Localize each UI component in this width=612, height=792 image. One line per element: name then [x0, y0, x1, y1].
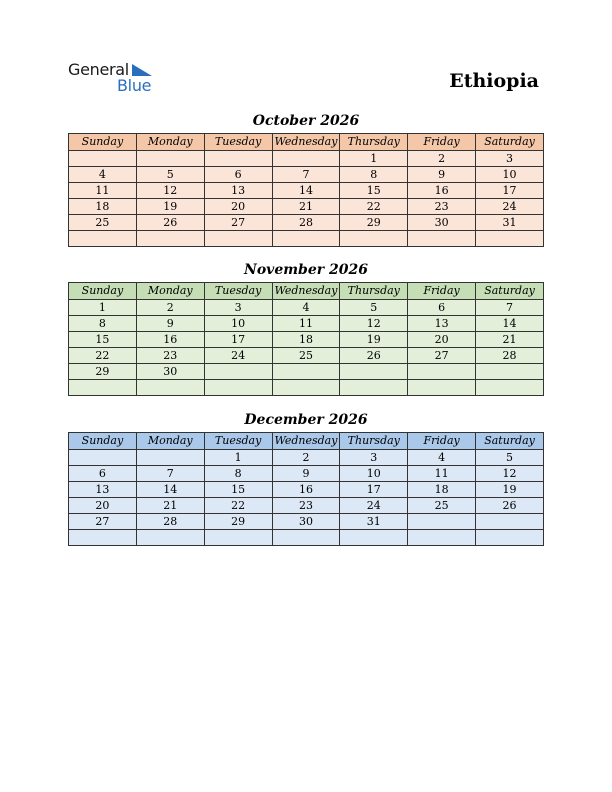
- day-cell: [408, 231, 476, 247]
- month-title-october: October 2026: [252, 113, 360, 129]
- week-row: [69, 530, 544, 546]
- day-cell: 5: [340, 300, 408, 316]
- week-row: [69, 332, 544, 348]
- weekday-header-row: [69, 433, 544, 450]
- day-cell: [136, 380, 204, 396]
- day-cell: 16: [136, 332, 204, 348]
- day-cell: [476, 530, 544, 546]
- day-cell: [69, 450, 137, 466]
- day-cell: [204, 231, 272, 247]
- day-cell: 1: [69, 300, 137, 316]
- day-cell: 21: [476, 332, 544, 348]
- day-cell: 5: [136, 167, 204, 183]
- weekday-label: Monday: [136, 283, 204, 300]
- day-cell: 21: [136, 498, 204, 514]
- day-cell: 9: [272, 466, 340, 482]
- day-cell: 8: [204, 466, 272, 482]
- day-cell: 3: [204, 300, 272, 316]
- day-cell: 16: [408, 183, 476, 199]
- day-cell: 20: [408, 332, 476, 348]
- day-cell: 28: [476, 348, 544, 364]
- day-cell: 30: [272, 514, 340, 530]
- day-cell: 23: [408, 199, 476, 215]
- week-row: [69, 348, 544, 364]
- day-cell: [204, 530, 272, 546]
- weekday-label: Thursday: [340, 283, 408, 300]
- calendar-october: [68, 133, 544, 247]
- weekday-label: Friday: [408, 433, 476, 450]
- day-cell: 19: [476, 482, 544, 498]
- day-cell: 7: [476, 300, 544, 316]
- day-cell: 10: [476, 167, 544, 183]
- weekday-label: Sunday: [69, 433, 137, 450]
- weekday-label: Wednesday: [272, 283, 340, 300]
- day-cell: 19: [340, 332, 408, 348]
- day-cell: 8: [340, 167, 408, 183]
- day-cell: [408, 380, 476, 396]
- day-cell: [136, 231, 204, 247]
- day-cell: [69, 151, 137, 167]
- day-cell: 30: [408, 215, 476, 231]
- day-cell: 10: [204, 316, 272, 332]
- day-cell: 31: [476, 215, 544, 231]
- week-row: [69, 380, 544, 396]
- day-cell: 9: [136, 316, 204, 332]
- day-cell: [272, 231, 340, 247]
- day-cell: 1: [204, 450, 272, 466]
- day-cell: 23: [136, 348, 204, 364]
- day-cell: [408, 514, 476, 530]
- week-row: [69, 466, 544, 482]
- day-cell: [69, 380, 137, 396]
- day-cell: 2: [136, 300, 204, 316]
- day-cell: 4: [272, 300, 340, 316]
- day-cell: 24: [340, 498, 408, 514]
- day-cell: 10: [340, 466, 408, 482]
- day-cell: 18: [272, 332, 340, 348]
- day-cell: 17: [476, 183, 544, 199]
- day-cell: 5: [476, 450, 544, 466]
- weekday-label: Monday: [136, 134, 204, 151]
- day-cell: 18: [69, 199, 137, 215]
- day-cell: [204, 151, 272, 167]
- day-cell: 17: [204, 332, 272, 348]
- month-title-december: December 2026: [244, 412, 368, 428]
- weekday-label: Tuesday: [204, 283, 272, 300]
- day-cell: 6: [204, 167, 272, 183]
- day-cell: 27: [69, 514, 137, 530]
- day-cell: 11: [408, 466, 476, 482]
- day-cell: 23: [272, 498, 340, 514]
- weekday-header-row: [69, 283, 544, 300]
- day-cell: [69, 231, 137, 247]
- day-cell: 19: [136, 199, 204, 215]
- day-cell: 31: [340, 514, 408, 530]
- day-cell: 25: [272, 348, 340, 364]
- day-cell: 12: [476, 466, 544, 482]
- day-cell: 29: [340, 215, 408, 231]
- week-row: [69, 316, 544, 332]
- generalblue-logo: [68, 60, 168, 96]
- logo-text-general: General: [68, 60, 129, 79]
- day-cell: [476, 364, 544, 380]
- day-cell: 7: [136, 466, 204, 482]
- week-row: [69, 199, 544, 215]
- weekday-label: Wednesday: [272, 134, 340, 151]
- week-row: [69, 482, 544, 498]
- week-row: [69, 183, 544, 199]
- weekday-label: Friday: [408, 283, 476, 300]
- week-row: [69, 215, 544, 231]
- day-cell: 8: [69, 316, 137, 332]
- day-cell: [476, 231, 544, 247]
- day-cell: 28: [136, 514, 204, 530]
- weekday-label: Tuesday: [204, 134, 272, 151]
- day-cell: 26: [476, 498, 544, 514]
- day-cell: 17: [340, 482, 408, 498]
- weekday-label: Sunday: [69, 283, 137, 300]
- day-cell: 7: [272, 167, 340, 183]
- day-cell: 2: [408, 151, 476, 167]
- day-cell: 24: [204, 348, 272, 364]
- day-cell: 20: [69, 498, 137, 514]
- day-cell: 18: [408, 482, 476, 498]
- weekday-label: Saturday: [476, 283, 544, 300]
- day-cell: 15: [69, 332, 137, 348]
- calendar-december: [68, 432, 544, 546]
- weekday-label: Thursday: [340, 433, 408, 450]
- day-cell: 6: [408, 300, 476, 316]
- day-cell: 11: [69, 183, 137, 199]
- day-cell: 15: [340, 183, 408, 199]
- day-cell: [204, 380, 272, 396]
- month-title-november: November 2026: [244, 262, 368, 278]
- day-cell: 25: [69, 215, 137, 231]
- day-cell: 13: [204, 183, 272, 199]
- day-cell: 14: [272, 183, 340, 199]
- day-cell: 12: [340, 316, 408, 332]
- day-cell: 25: [408, 498, 476, 514]
- day-cell: 3: [340, 450, 408, 466]
- day-cell: 3: [476, 151, 544, 167]
- day-cell: [136, 530, 204, 546]
- day-cell: 13: [408, 316, 476, 332]
- weekday-label: Wednesday: [272, 433, 340, 450]
- day-cell: [272, 364, 340, 380]
- day-cell: 26: [340, 348, 408, 364]
- country-title: Ethiopia: [449, 70, 539, 92]
- week-row: [69, 514, 544, 530]
- day-cell: [340, 231, 408, 247]
- day-cell: 11: [272, 316, 340, 332]
- day-cell: 4: [69, 167, 137, 183]
- day-cell: [476, 380, 544, 396]
- day-cell: 14: [476, 316, 544, 332]
- day-cell: 9: [408, 167, 476, 183]
- weekday-label: Saturday: [476, 134, 544, 151]
- day-cell: 1: [340, 151, 408, 167]
- calendar-november: [68, 282, 544, 396]
- day-cell: 29: [69, 364, 137, 380]
- day-cell: [272, 380, 340, 396]
- week-row: [69, 151, 544, 167]
- day-cell: 27: [408, 348, 476, 364]
- week-row: [69, 498, 544, 514]
- day-cell: 22: [69, 348, 137, 364]
- weekday-label: Friday: [408, 134, 476, 151]
- day-cell: 27: [204, 215, 272, 231]
- weekday-label: Monday: [136, 433, 204, 450]
- day-cell: 14: [136, 482, 204, 498]
- day-cell: [136, 151, 204, 167]
- day-cell: 22: [340, 199, 408, 215]
- week-row: [69, 300, 544, 316]
- day-cell: 4: [408, 450, 476, 466]
- weekday-header-row: [69, 134, 544, 151]
- day-cell: [272, 530, 340, 546]
- logo-flag-icon: [132, 64, 152, 76]
- day-cell: 24: [476, 199, 544, 215]
- day-cell: [272, 151, 340, 167]
- day-cell: [408, 364, 476, 380]
- day-cell: 21: [272, 199, 340, 215]
- day-cell: 28: [272, 215, 340, 231]
- day-cell: [136, 450, 204, 466]
- day-cell: 16: [272, 482, 340, 498]
- day-cell: [204, 364, 272, 380]
- day-cell: [340, 530, 408, 546]
- day-cell: 6: [69, 466, 137, 482]
- weekday-label: Tuesday: [204, 433, 272, 450]
- weekday-label: Sunday: [69, 134, 137, 151]
- day-cell: [69, 530, 137, 546]
- day-cell: 30: [136, 364, 204, 380]
- day-cell: [476, 514, 544, 530]
- day-cell: 22: [204, 498, 272, 514]
- week-row: [69, 450, 544, 466]
- weekday-label: Saturday: [476, 433, 544, 450]
- day-cell: [340, 380, 408, 396]
- day-cell: 26: [136, 215, 204, 231]
- weekday-label: Thursday: [340, 134, 408, 151]
- week-row: [69, 167, 544, 183]
- day-cell: 13: [69, 482, 137, 498]
- logo-text-blue: Blue: [117, 76, 152, 95]
- day-cell: 29: [204, 514, 272, 530]
- day-cell: 15: [204, 482, 272, 498]
- day-cell: [408, 530, 476, 546]
- day-cell: 2: [272, 450, 340, 466]
- day-cell: 20: [204, 199, 272, 215]
- week-row: [69, 231, 544, 247]
- day-cell: [340, 364, 408, 380]
- day-cell: 12: [136, 183, 204, 199]
- week-row: [69, 364, 544, 380]
